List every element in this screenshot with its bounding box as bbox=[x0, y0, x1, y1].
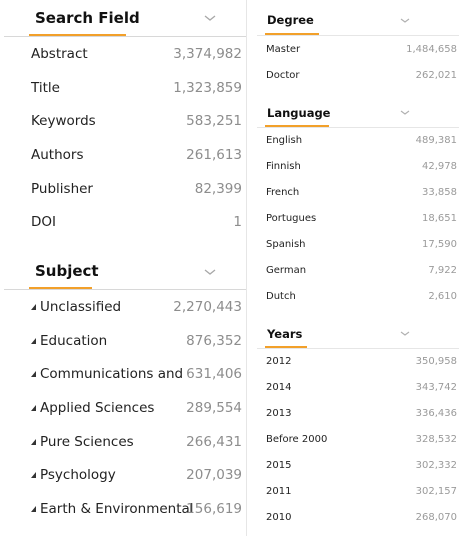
list-item[interactable]: Pure Sciences 266,431 bbox=[0, 425, 246, 459]
list-item[interactable]: 2015 302,332 bbox=[266, 460, 457, 471]
list-item[interactable]: French 33,858 bbox=[266, 187, 457, 198]
years-panel bbox=[257, 318, 459, 523]
list-item[interactable]: Unclassified 2,270,443 bbox=[0, 290, 246, 324]
list-item[interactable]: Communications and 631,406 bbox=[0, 357, 246, 391]
degree-header[interactable] bbox=[257, 0, 459, 36]
degree-panel bbox=[257, 0, 459, 81]
subject-panel bbox=[0, 253, 246, 518]
list-item[interactable]: Earth & Environmental 156,619 bbox=[0, 492, 246, 526]
list-item[interactable]: Portugues 18,651 bbox=[266, 213, 457, 224]
list-item[interactable]: Title 1,323,859 bbox=[31, 79, 242, 96]
degree-title: Degree bbox=[267, 13, 314, 27]
list-item[interactable]: Dutch 2,610 bbox=[266, 291, 457, 302]
list-item[interactable]: Finnish 42,978 bbox=[266, 161, 457, 172]
list-item[interactable]: Applied Sciences 289,554 bbox=[0, 391, 246, 425]
list-item[interactable]: Publisher 82,399 bbox=[31, 180, 242, 197]
subject-header[interactable] bbox=[0, 253, 246, 289]
search-field-title: Search Field bbox=[35, 9, 140, 27]
list-item[interactable]: 2012 350,958 bbox=[266, 356, 457, 367]
list-item[interactable]: DOI 1 bbox=[31, 214, 242, 231]
language-title: Language bbox=[267, 106, 331, 120]
list-item[interactable]: 2010 268,070 bbox=[266, 512, 457, 523]
list-item[interactable]: Before 2000 328,532 bbox=[266, 434, 457, 445]
list-item[interactable]: Doctor 262,021 bbox=[266, 70, 457, 81]
list-item[interactable]: English 489,381 bbox=[266, 135, 457, 146]
language-header[interactable] bbox=[257, 97, 459, 125]
list-item[interactable]: 2013 336,436 bbox=[266, 408, 457, 419]
chevron-down-icon[interactable] bbox=[398, 329, 412, 339]
triangle-expand-icon[interactable] bbox=[31, 371, 36, 377]
chevron-down-icon[interactable] bbox=[203, 267, 217, 277]
chevron-down-icon[interactable] bbox=[398, 16, 412, 26]
chevron-down-icon[interactable] bbox=[398, 108, 412, 118]
triangle-expand-icon[interactable] bbox=[31, 506, 36, 512]
list-item[interactable]: German 7,922 bbox=[266, 265, 457, 276]
triangle-expand-icon[interactable] bbox=[31, 405, 36, 411]
search-field-header[interactable] bbox=[0, 0, 246, 36]
chevron-down-icon[interactable] bbox=[203, 13, 217, 23]
list-item[interactable]: Psychology 207,039 bbox=[0, 458, 246, 492]
list-item[interactable]: Spanish 17,590 bbox=[266, 239, 457, 250]
list-item[interactable]: Keywords 583,251 bbox=[31, 113, 242, 130]
list-item[interactable]: Abstract 3,374,982 bbox=[31, 46, 242, 62]
subject-title: Subject bbox=[35, 262, 99, 280]
search-field-panel bbox=[0, 0, 246, 231]
language-panel bbox=[257, 97, 459, 302]
list-item[interactable]: Education 876,352 bbox=[0, 324, 246, 358]
triangle-expand-icon[interactable] bbox=[31, 338, 36, 344]
years-title: Years bbox=[267, 327, 303, 341]
triangle-expand-icon[interactable] bbox=[31, 472, 36, 478]
triangle-expand-icon[interactable] bbox=[31, 439, 36, 445]
list-item[interactable]: Master 1,484,658 bbox=[266, 44, 457, 55]
right-filter-column bbox=[257, 0, 459, 536]
degree-divider bbox=[257, 35, 459, 36]
list-item[interactable]: Authors 261,613 bbox=[31, 147, 242, 164]
list-item[interactable]: 2014 343,742 bbox=[266, 382, 457, 393]
years-header[interactable] bbox=[257, 318, 459, 346]
list-item[interactable]: 2011 302,157 bbox=[266, 486, 457, 497]
triangle-expand-icon[interactable] bbox=[31, 304, 36, 310]
